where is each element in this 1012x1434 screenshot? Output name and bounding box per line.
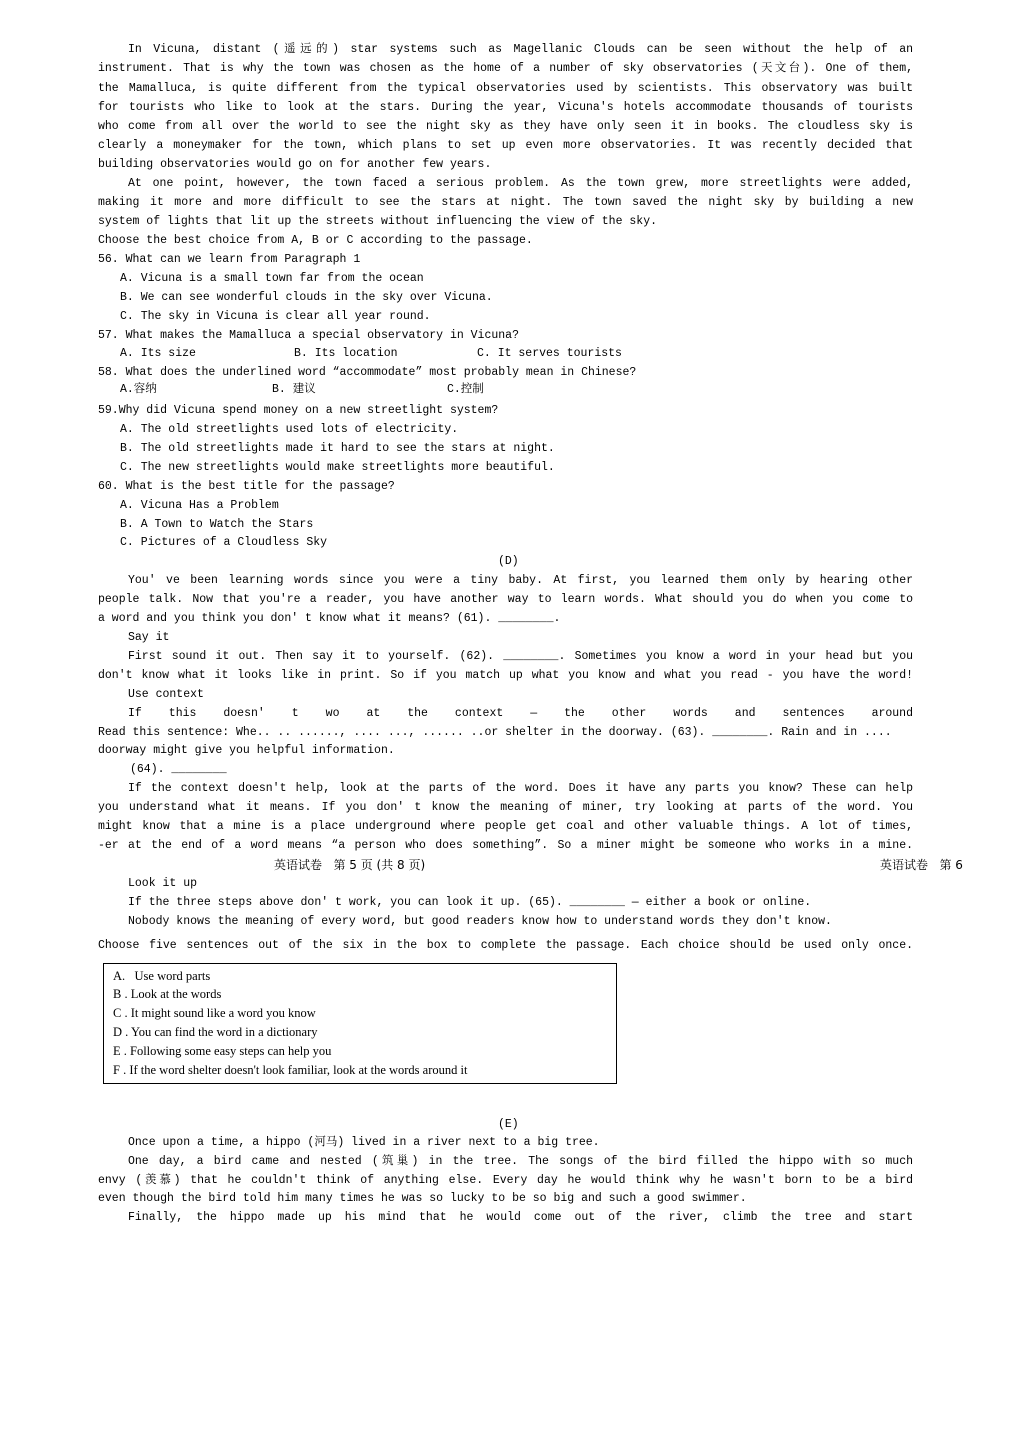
text-line: 56. What can we learn from Paragraph 1 <box>98 253 361 266</box>
text-line: Read this sentence: Whe.. .. ......, .... ..., ...... ..or shelter in the doorway. (63). ________. Rain and in .... <box>98 726 892 739</box>
page-footer-left: 英语试卷 第 5 页 (共 8 页) <box>274 858 426 872</box>
text-line: Use context <box>128 688 204 701</box>
text-line: making it more and more difficult to see the stars at night. The town saved the night sky by building a new <box>98 196 913 209</box>
text-line: Choose the best choice from A, B or C according to the passage. <box>98 234 533 247</box>
text-line: who come from all over the world to see the night sky as they have only seen it in books. The cloudless sky is <box>98 120 913 133</box>
text-line: 60. What is the best title for the passage? <box>98 480 395 493</box>
text-line: C. Pictures of a Cloudless Sky <box>120 536 328 549</box>
text-line: B. The old streetlights made it hard to see the stars at night. <box>120 442 555 455</box>
text-line: instrument. That is why the town was chosen as the home of a number of sky observatories (天文台). One of them, <box>98 62 913 75</box>
box-choice: C . It might sound like a word you know <box>113 1006 316 1020</box>
text-line: Say it <box>128 631 170 644</box>
box-choice: F . If the word shelter doesn't look familiar, look at the words around it <box>113 1063 468 1077</box>
text-line: C. The sky in Vicuna is clear all year round. <box>120 310 431 323</box>
box-choice: D . You can find the word in a dictionary <box>113 1025 318 1039</box>
text-line: building observatories would go on for another few years. <box>98 158 492 171</box>
text-line: you understand what it means. If you don' t know the meaning of miner, try looking at parts of the word. You <box>98 801 913 814</box>
text-line: envy (羡慕) that he couldn't think of anything else. Every day he would think why he wasn't born to be a bird <box>98 1174 913 1187</box>
box-choice: B . Look at the words <box>113 987 222 1001</box>
text-line: -er at the end of a word means “a person who does something”. So a miner might be someone who works in a mine. <box>98 839 913 852</box>
text-line: 59.Why did Vicuna spend money on a new streetlight system? <box>98 404 499 417</box>
text-line: Look it up <box>128 877 198 890</box>
text-line: A. Its size <box>120 347 196 360</box>
text-line: B. A Town to Watch the Stars <box>120 518 314 531</box>
text-line: (E) <box>498 1118 519 1131</box>
text-line: even though the bird told him many times he was so lucky to be so big and such a good swimmer. <box>98 1192 747 1205</box>
text-line: Once upon a time, a hippo (河马) lived in a river next to a big tree. <box>128 1136 600 1149</box>
text-line: Nobody knows the meaning of every word, but good readers know how to understand words they don't know. <box>128 915 832 928</box>
text-line: don't know what it looks like in print. So if you match up what you know and what you read - you have the word! <box>98 669 913 682</box>
text-line: B. Its location <box>294 347 398 360</box>
text-line: At one point, however, the town faced a serious problem. As the town grew, more streetlights were added, <box>128 177 913 190</box>
box-choice: E . Following some easy steps can help you <box>113 1044 332 1058</box>
page-footer-right: 英语试卷 第 6 <box>880 858 963 872</box>
text-line: In Vicuna, distant (遥远的) star systems such as Magellanic Clouds can be seen without the help of an <box>128 43 913 56</box>
text-line: If the three steps above don' t work, you can look it up. (65). ________ — either a book or online. <box>128 896 812 909</box>
text-line: clearly a moneymaker for the town, which plans to set up even more observatories. It was recently decided that <box>98 139 913 152</box>
text-line: Choose five sentences out of the six in the box to complete the passage. Each choice should be used only once. <box>98 939 913 952</box>
text-line: 57. What makes the Mamalluca a special observatory in Vicuna? <box>98 329 519 342</box>
text-line: A. Vicuna Has a Problem <box>120 499 279 512</box>
text-line: If this doesn' t wo at the context — the other words and sentences around <box>128 707 913 720</box>
box-choice: A. Use word parts <box>113 969 211 983</box>
text-line: One day, a bird came and nested (筑巢) in the tree. The songs of the bird filled the hippo with so much <box>128 1155 913 1168</box>
text-line: system of lights that lit up the streets without influencing the view of the sky. <box>98 215 657 228</box>
text-line: might know that a mine is a place underground where people get coal and other valuable things. A lot of times, <box>98 820 913 833</box>
text-line: people talk. Now that you're a reader, you have another way to learn words. What should you do when you come to <box>98 593 913 606</box>
text-line: You' ve been learning words since you were a tiny baby. At first, you learned them only by hearing other <box>128 574 913 587</box>
text-line: Finally, the hippo made up his mind that he would come out of the river, climb the tree and start <box>128 1211 913 1224</box>
text-line: C.控制 <box>447 383 484 396</box>
text-line: doorway might give you helpful information. <box>98 744 395 757</box>
text-line: A. The old streetlights used lots of electricity. <box>120 423 459 436</box>
text-line: First sound it out. Then say it to yourself. (62). ________. Sometimes you know a word in your head but you <box>128 650 913 663</box>
text-line: a word and you think you don' t know what it means? (61). ________. <box>98 612 561 625</box>
text-line: 58. What does the underlined word “accommodate” most probably mean in Chinese? <box>98 366 637 379</box>
text-line: the Mamalluca, is quite different from the typical observatories used by scientists. This observatory was built <box>98 82 913 95</box>
text-line: C. The new streetlights would make streetlights more beautiful. <box>120 461 555 474</box>
text-line: B. We can see wonderful clouds in the sky over Vicuna. <box>120 291 493 304</box>
text-line: for tourists who like to look at the stars. During the year, Vicuna's hotels accommodate thousands of tourists <box>98 101 913 114</box>
text-line: (D) <box>498 555 519 568</box>
text-line: If the context doesn't help, look at the parts of the word. Does it have any parts you know? These can help <box>128 782 913 795</box>
text-line: A. Vicuna is a small town far from the ocean <box>120 272 424 285</box>
text-line: B. 建议 <box>272 383 316 396</box>
text-line: (64). ________ <box>130 763 227 776</box>
text-line: C. It serves tourists <box>477 347 622 360</box>
text-line: A.容纳 <box>120 383 157 396</box>
